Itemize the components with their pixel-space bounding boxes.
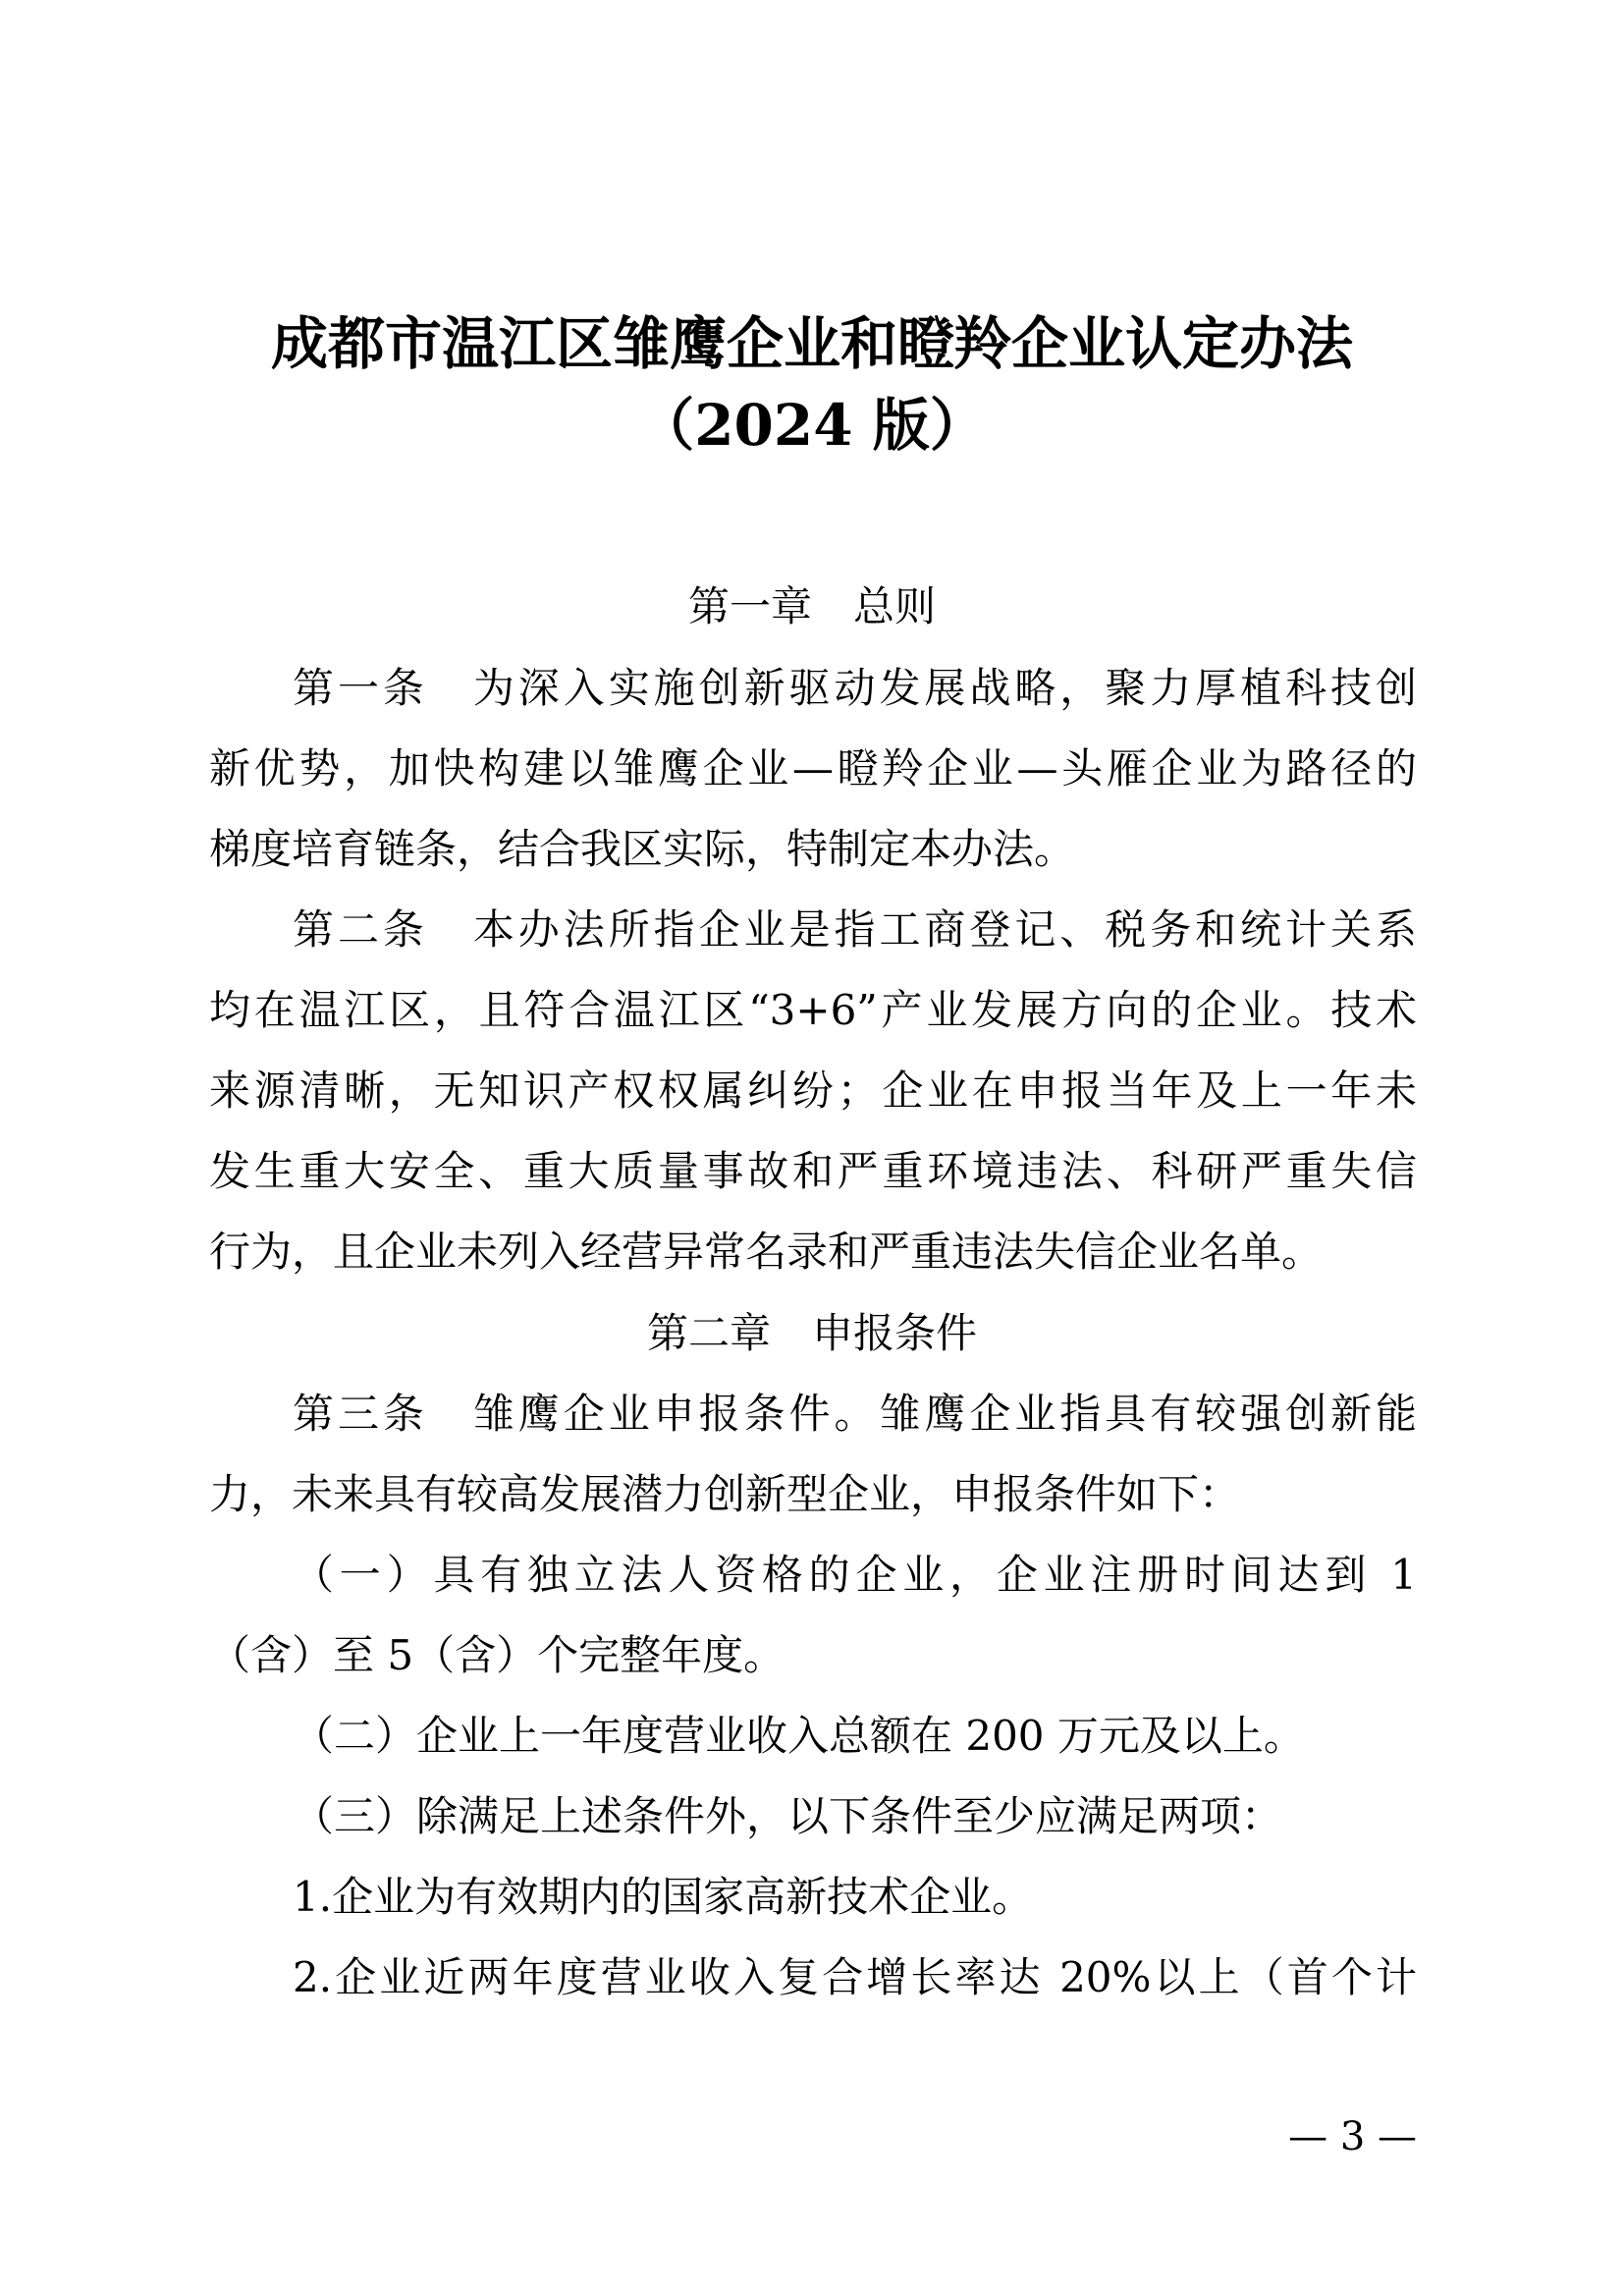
chapter-heading-2: 第二章 申报条件 xyxy=(646,1309,977,1357)
article-1-line: 梯度培育链条，结合我区实际，特制定本办法。 xyxy=(209,825,1076,873)
document-title: 成都市温江区雏鹰企业和瞪羚企业认定办法 xyxy=(270,310,1353,377)
article-2-line: 均在温江区，且符合温江区“3+6”产业发展方向的企业。技术 xyxy=(209,986,1417,1034)
condition-item-2: （二）企业上一年度营业收入总额在 200 万元及以上。 xyxy=(293,1712,1305,1760)
condition-item-3: （三）除满足上述条件外，以下条件至少应满足两项： xyxy=(293,1792,1283,1840)
document-title-edition: （2024 版） xyxy=(637,392,987,459)
condition-item-1-line: （一）具有独立法人资格的企业，企业注册时间达到 1 xyxy=(293,1551,1417,1599)
article-2-line: 行为，且企业未列入经营异常名录和严重违法失信企业名单。 xyxy=(209,1228,1324,1276)
article-3-line: 力，未来具有较高发展潜力创新型企业，申报条件如下： xyxy=(209,1470,1241,1518)
article-1-line: 新优势，加快构建以雏鹰企业—瞪羚企业—头雁企业为路径的 xyxy=(209,744,1417,792)
article-3-line: 第三条 雏鹰企业申报条件。雏鹰企业指具有较强创新能 xyxy=(293,1390,1417,1438)
article-2-line: 来源清晰，无知识产权权属纠纷；企业在申报当年及上一年未 xyxy=(209,1066,1417,1115)
page-number: — 3 — xyxy=(1288,2114,1417,2159)
article-1-line: 第一条 为深入实施创新驱动发展战略，聚力厚植科技创 xyxy=(293,664,1417,712)
sub-condition-2: 2.企业近两年度营业收入复合增长率达 20%以上（首个计 xyxy=(293,1953,1417,2001)
article-2-line: 发生重大安全、重大质量事故和严重环境违法、科研严重失信 xyxy=(209,1147,1417,1195)
chapter-heading-1: 第一章 总则 xyxy=(687,582,936,630)
article-2-line: 第二条 本办法所指企业是指工商登记、税务和统计关系 xyxy=(293,905,1417,954)
condition-item-1-line: （含）至 5（含）个完整年度。 xyxy=(209,1631,785,1679)
sub-condition-1: 1.企业为有效期内的国家高新技术企业。 xyxy=(293,1873,1034,1921)
